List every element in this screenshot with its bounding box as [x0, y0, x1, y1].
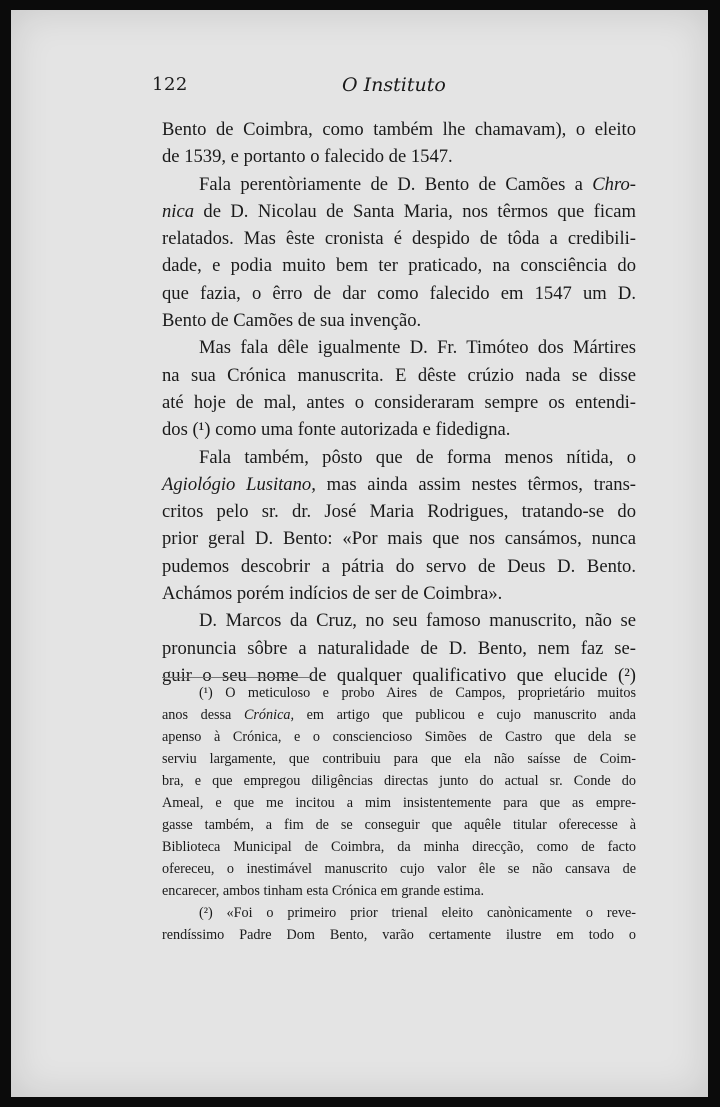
text-segment: prior geral D. Bento: «Por mais que nos cansámos, nunca	[162, 528, 636, 550]
footnote-line	[162, 704, 636, 726]
page-header	[152, 74, 452, 102]
body-line	[162, 498, 636, 525]
body-line	[162, 471, 636, 498]
body-line	[162, 171, 636, 198]
footnote-line	[162, 880, 636, 902]
body-line	[162, 389, 636, 416]
footnote-line	[162, 924, 636, 946]
text-segment: em artigo que publicou e cujo manuscrito anda	[294, 707, 636, 723]
italic-text: nica	[162, 200, 195, 222]
text-segment: Ameal, e que me incitou a mim insistentemente para que as empre-	[162, 795, 636, 811]
body-line	[162, 635, 636, 662]
text-segment: pronuncia sôbre a naturalidade de D. Bento, nem faz se-	[162, 637, 636, 659]
footnotes	[162, 682, 636, 946]
text-segment: Biblioteca Municipal de Coimbra, da minha direcção, como de facto	[162, 839, 636, 855]
text-segment: serviu largamente, que contribuiu para que ela não saísse de Coim-	[162, 751, 636, 767]
body-line	[162, 198, 636, 225]
text-segment: rendíssimo Padre Dom Bento, varão certamente ilustre em todo o	[162, 927, 636, 943]
body-line	[162, 252, 636, 279]
text-segment: Mas fala dêle igualmente D. Fr. Timóteo dos Mártires	[199, 337, 636, 359]
text-segment: bra, e que empregou diligências directas junto do actual sr. Conde do	[162, 773, 636, 789]
text-segment: Bento de Camões de sua invenção.	[162, 310, 422, 332]
body-line	[162, 225, 636, 252]
text-segment: D. Marcos da Cruz, no seu famoso manuscrito, não se	[199, 610, 636, 632]
text-segment: mas ainda assim nestes têrmos, trans-	[315, 473, 636, 495]
text-segment: Achámos porém indícios de ser de Coimbra».	[162, 583, 503, 605]
text-segment: na sua Crónica manuscrita. E dêste crúzio nada se disse	[162, 364, 636, 386]
footnote-line	[162, 814, 636, 836]
body-line	[162, 444, 636, 471]
text-segment: guir o seu nome de qualquer qualificativo que elucide (²)	[162, 664, 636, 686]
footnote-line	[162, 726, 636, 748]
text-segment: critos pelo sr. dr. José Maria Rodrigues, tratando-se do	[162, 501, 636, 523]
body-line	[162, 416, 636, 443]
text-segment: de D. Nicolau de Santa Maria, nos têrmos que ficam	[194, 200, 636, 222]
italic-text: Crónica,	[243, 707, 295, 723]
text-segment: até hoje de mal, antes o consideraram sempre os entendi-	[162, 391, 636, 413]
body-line	[162, 307, 636, 334]
body-text	[162, 116, 636, 689]
text-segment: apenso à Crónica, e o consciencioso Simões de Castro que dela se	[162, 729, 636, 745]
italic-text: Agiológio Lusitano,	[162, 473, 316, 495]
text-segment: dos (¹) como uma fonte autorizada e fidedigna.	[162, 419, 511, 441]
body-line	[162, 143, 636, 170]
text-segment: relatados. Mas êste cronista é despido de tôda a credibili-	[162, 228, 636, 250]
body-line	[162, 553, 636, 580]
body-line	[162, 525, 636, 552]
footnote-line	[162, 836, 636, 858]
text-segment: (²) «Foi o primeiro prior trienal eleito canònicamente o reve-	[199, 905, 636, 921]
text-segment: Bento de Coimbra, como também lhe chamavam), o eleito	[162, 119, 636, 140]
body-line	[162, 362, 636, 389]
footnote-line	[162, 770, 636, 792]
page-number: 122	[152, 74, 188, 95]
body-line	[162, 580, 636, 607]
body-line	[162, 607, 636, 634]
footnote-line	[162, 902, 636, 924]
footnote-separator	[162, 677, 312, 678]
footnote-line	[162, 858, 636, 880]
body-line	[162, 116, 636, 143]
footnote-line	[162, 748, 636, 770]
text-segment: gasse também, a fim de se conseguir que aquêle titular oferecesse à	[162, 817, 636, 833]
text-segment: ofereceu, o inestimável manuscrito cujo valor êle se não cansava de	[162, 861, 636, 877]
text-segment: pudemos descobrir a pátria do servo de Deus D. Bento.	[162, 555, 636, 577]
text-segment: Fala também, pôsto que de forma menos nítida, o	[199, 446, 636, 468]
italic-text: Chro-	[592, 173, 636, 195]
text-segment: (¹) O meticuloso e probo Aires de Campos, proprietário muitos	[199, 685, 636, 701]
text-segment: encarecer, ambos tinham esta Crónica em grande estima.	[162, 883, 485, 899]
text-segment: anos dessa	[162, 707, 244, 723]
text-segment: dade, e podia muito bem ter praticado, na consciência do	[162, 255, 636, 277]
body-line	[162, 334, 636, 361]
text-segment: de 1539, e portanto o falecido de 1547.	[162, 146, 453, 168]
footnote-line	[162, 682, 636, 704]
running-title: O Instituto	[342, 74, 446, 96]
text-segment: Fala perentòriamente de D. Bento de Camões a	[199, 173, 593, 195]
body-line	[162, 280, 636, 307]
footnote-line	[162, 792, 636, 814]
text-segment: que fazia, o êrro de dar como falecido em 1547 um D.	[162, 282, 636, 304]
